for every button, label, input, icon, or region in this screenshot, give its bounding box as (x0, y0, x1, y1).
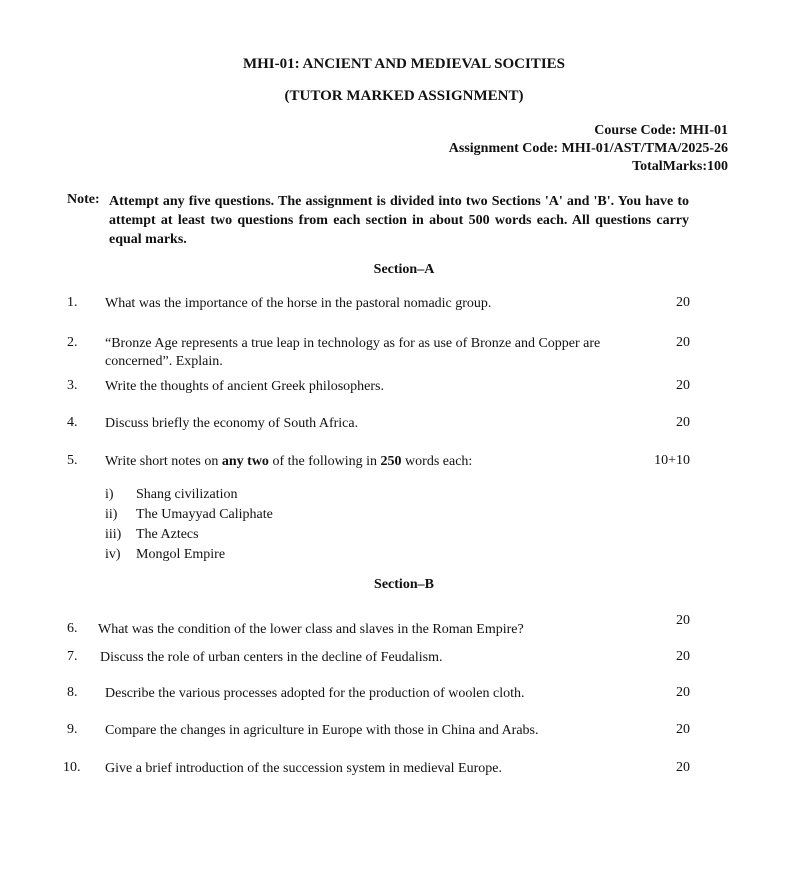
question-marks: 20 (676, 295, 690, 310)
question-text: Describe the various processes adopted for the production of woolen cloth. (105, 686, 525, 701)
question-text-emphasis: any two (221, 454, 269, 469)
question-number: 3. (67, 378, 78, 393)
question-text-emphasis: 250 (380, 454, 402, 469)
document-title: MHI-01: ANCIENT AND MEDIEVAL SOCITIES (242, 56, 566, 72)
question-marks: 20 (676, 760, 690, 775)
question-number: 5. (67, 453, 78, 468)
note-label: Note: (67, 192, 100, 207)
section-a-heading: Section–A (373, 262, 435, 277)
question-marks: 20 (676, 335, 690, 350)
question-text-part: Write short notes on (105, 454, 222, 469)
course-code: Course Code: MHI-01 (594, 123, 728, 138)
sub-item-text: Shang civilization (136, 487, 238, 502)
question-text: Give a brief introduction of the succession system in medieval Europe. (105, 761, 502, 776)
section-b-heading: Section–B (374, 577, 434, 592)
question-text: What was the condition of the lower class and slaves in the Roman Empire? (98, 622, 524, 637)
sub-item-number: iv) (105, 547, 121, 562)
question-number: 9. (67, 722, 78, 737)
question-text: “Bronze Age represents a true leap in technology as for as use of Bronze and Copper are concerned”. Explain. (105, 336, 601, 369)
question-text: Discuss the role of urban centers in the decline of Feudalism. (100, 650, 443, 665)
question-number: 2. (67, 335, 78, 350)
sub-item-text: Mongol Empire (136, 547, 226, 562)
sub-item-number: i) (105, 487, 114, 502)
sub-item-text: The Umayyad Caliphate (136, 507, 273, 522)
question-marks: 10+10 (654, 453, 690, 468)
question-text: What was the importance of the horse in the pastoral nomadic group. (105, 296, 492, 311)
question-marks: 20 (676, 378, 690, 393)
question-marks: 20 (676, 685, 690, 700)
sub-item (105, 507, 273, 523)
document-subtitle: (TUTOR MARKED ASSIGNMENT) (284, 88, 524, 104)
question-number: 7. (67, 649, 78, 664)
sub-item-text: The Aztecs (136, 527, 199, 542)
note-text: Attempt any five questions. The assignment is divided into two Sections 'A' and 'B'. You have to attempt at least two questions from each section in about 500 words each. All questions carry equal marks. (109, 194, 689, 247)
question-marks: 20 (676, 649, 690, 664)
sub-item (105, 547, 225, 563)
sub-item-number: iii) (105, 527, 122, 542)
question-text-part: of the following in (268, 454, 381, 469)
question-text: Discuss briefly the economy of South Africa. (105, 416, 359, 431)
sub-item (105, 527, 199, 543)
question-marks: 20 (676, 613, 690, 628)
question-text: Write the thoughts of ancient Greek philosophers. (105, 379, 384, 394)
sub-item-number: ii) (105, 507, 118, 522)
question-number: 1. (67, 295, 78, 310)
question-number: 10. (63, 760, 81, 775)
assignment-code: Assignment Code: MHI-01/AST/TMA/2025-26 (448, 141, 728, 156)
question-text (105, 453, 472, 471)
question-number: 6. (67, 621, 78, 636)
question-marks: 20 (676, 722, 690, 737)
question-text: Compare the changes in agriculture in Europe with those in China and Arabs. (105, 723, 539, 738)
question-text-part: words each: (401, 454, 473, 469)
sub-item (105, 487, 237, 503)
question-number: 4. (67, 415, 78, 430)
total-marks: TotalMarks:100 (632, 159, 728, 174)
question-number: 8. (67, 685, 78, 700)
question-marks: 20 (676, 415, 690, 430)
